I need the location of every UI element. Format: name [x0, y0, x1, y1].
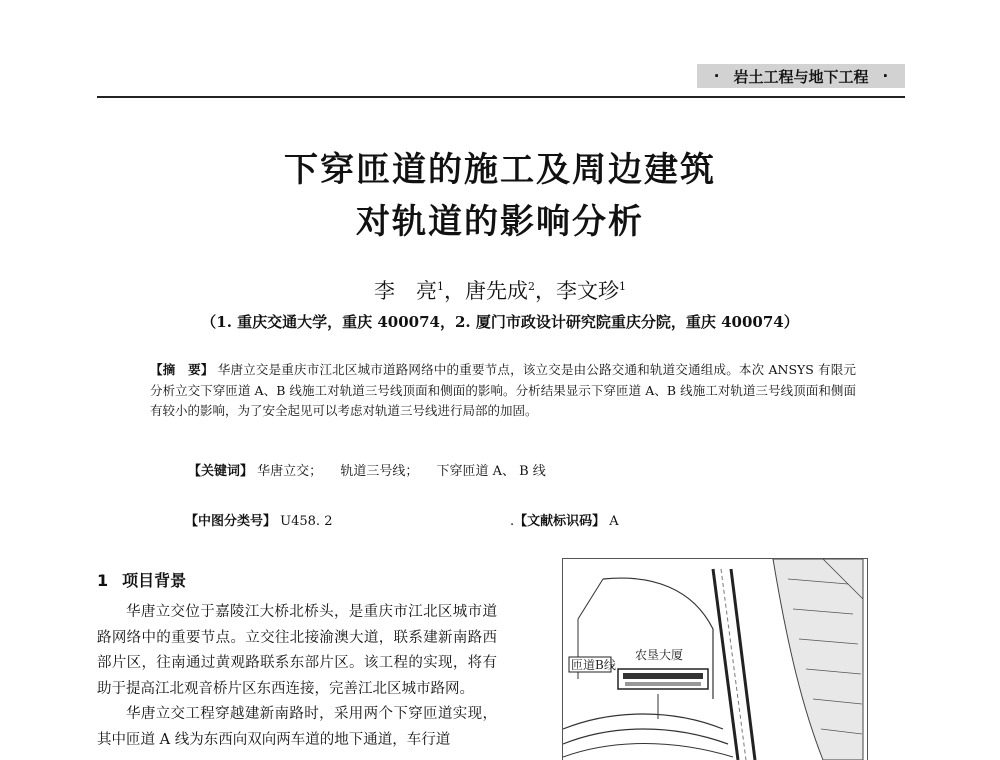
section-heading	[97, 568, 186, 591]
header-rule	[97, 96, 905, 98]
author-affil-sup: 1	[619, 280, 626, 293]
section-tag-text: 岩土工程与地下工程	[733, 67, 869, 86]
body-paragraph: 华唐立交工程穿越建新南路时，采用两个下穿匝道实现，其中匝道 A 线为东西向双向两车道的地下通道，车行道	[97, 706, 497, 748]
header-dot-left: ·	[713, 67, 720, 85]
abstract-label: 【摘 要】	[150, 362, 214, 377]
keyword: 华唐立交；	[257, 464, 323, 479]
author-affil-sup: 2	[528, 280, 535, 293]
header-dot-right: ·	[882, 67, 889, 85]
keyword: 下穿匝道 A、 B 线	[436, 464, 546, 479]
author-name: 李文珍	[556, 279, 619, 303]
classification-label: 【中图分类号】	[185, 514, 277, 529]
section-body	[97, 600, 497, 753]
body-paragraph: 华唐立交位于嘉陵江大桥北桥头，是重庆市江北区城市道路网络中的重要节点。立交往北接渝澳大道，联系建新南路西部片区，往南通过黄观路联系东部片区。该工程的实现，将有助于提高江北观音桥片区东西连接，完善江北区城市路网。	[97, 604, 497, 697]
site-plan-drawing	[563, 559, 867, 760]
document-code-prefix: .	[510, 514, 515, 529]
paper-title-line-1: 下穿匝道的施工及周边建筑	[284, 150, 716, 190]
keywords-label: 【关键词】	[188, 464, 254, 479]
abstract-text: 华唐立交是重庆市江北区城市道路网络中的重要节点，该立交是由公路交通和轨道交通组成。本次 ANSYS 有限元分析立交下穿匝道 A、B 线施工对轨道三号线顶面和侧面的影响。分析结果显示下穿匝道 A、B 线施工对轨道三号线顶面和侧面有较小的影响，为了安全起见可以考虑对轨道三号线进行局部的加固。	[150, 362, 856, 418]
affiliation: （1. 重庆交通大学，重庆 400074，2. 厦门市政设计研究院重庆分院，重庆 400074）	[201, 313, 799, 331]
section-header-tag	[697, 64, 905, 88]
figure-label-building: 农垦大厦	[635, 648, 684, 662]
author-list: 李 亮$^1$，唐先成$^2$，李文珍$^1$	[374, 279, 626, 303]
abstract	[150, 360, 856, 422]
document-code-label: 【文献标识码】	[514, 514, 606, 529]
document-code-value: A	[609, 514, 619, 529]
author-name: 李 亮	[374, 279, 437, 303]
document-code	[510, 510, 619, 529]
classification-value: U458. 2	[280, 514, 333, 529]
author-affil-sup: 1	[437, 280, 444, 293]
classification-number	[185, 510, 332, 529]
author-name: 唐先成	[465, 279, 528, 303]
section-title: 项目背景	[122, 571, 187, 590]
figure-label-ramp-b: 匝道B线	[571, 658, 616, 672]
section-number: 1	[97, 571, 109, 590]
site-plan-figure	[562, 558, 868, 760]
keyword: 轨道三号线；	[340, 464, 419, 479]
keywords	[188, 460, 560, 479]
paper-title-line-2: 对轨道的影响分析	[356, 202, 644, 242]
